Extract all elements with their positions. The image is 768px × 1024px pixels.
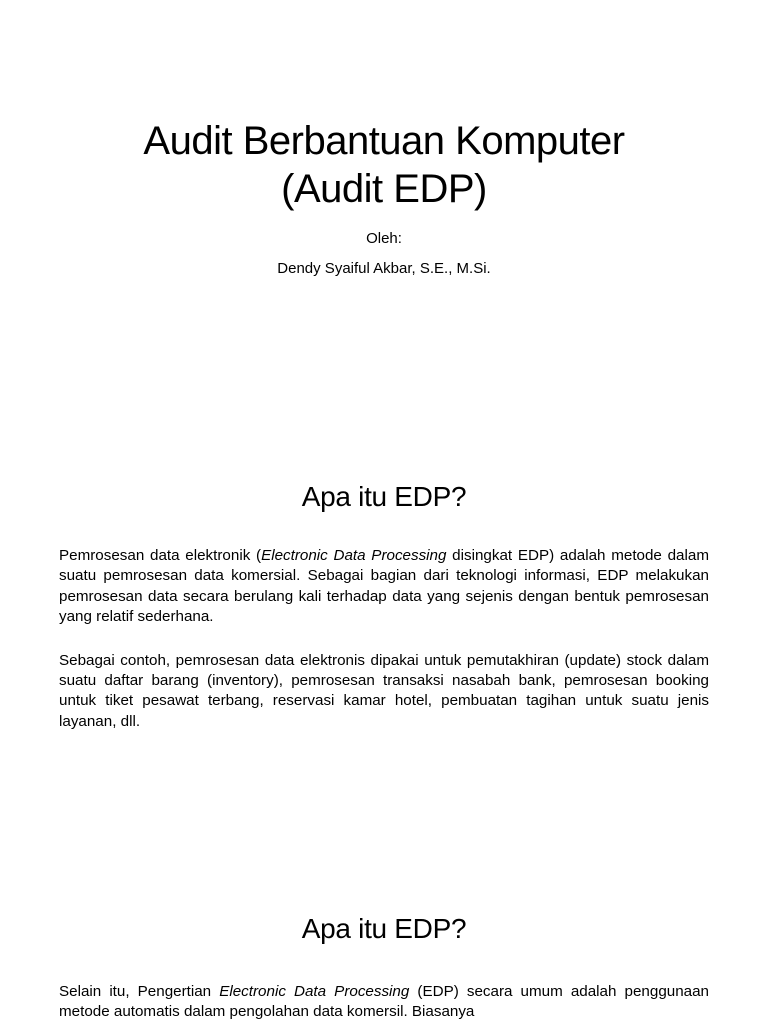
presentation-title xyxy=(40,117,728,213)
definition-text-start: Pemrosesan data elektronik ( xyxy=(59,547,262,564)
example-paragraph: Sebagai contoh, pemrosesan data elektronis dipakai untuk pemutakhiran (update) stock dalam suatu daftar barang (inventory), pemrosesan transaksi nasabah bank, pemrosesan booking untuk tiket pesawat terbang, reservasi kamar hotel, pembuatan tagihan untuk suatu jenis layanan, dll. xyxy=(59,651,709,730)
general-definition-text-start: Selain itu, Pengertian xyxy=(59,983,220,1000)
general-definition-paragraph xyxy=(0,982,768,1023)
slide-what-is-edp xyxy=(0,468,768,888)
slide-what-is-edp-continued xyxy=(0,900,768,1024)
title-slide xyxy=(0,0,768,420)
by-label: Oleh: xyxy=(366,230,402,247)
definition-text-end: disingkat EDP) adalah metode dalam suatu pemrosesan data komersial. Sebagai bagian dari teknologi informasi, EDP melakukan pemrosesan data secara berulang kali terhadap data yang sejenis dengan bentuk pemrosesan yang relatif sederhana. xyxy=(59,547,709,626)
slide-heading: Apa itu EDP? xyxy=(301,913,467,944)
title-line-2: (Audit EDP) xyxy=(281,167,487,211)
author-name: Dendy Syaiful Akbar, S.E., M.Si. xyxy=(277,260,491,277)
general-definition-emphasis: Electronic Data Processing xyxy=(219,983,410,1000)
slide-heading: Apa itu EDP? xyxy=(301,481,467,512)
definition-emphasis: Electronic Data Processing xyxy=(261,547,447,564)
definition-paragraph xyxy=(0,546,768,628)
title-line-1: Audit Berbantuan Komputer xyxy=(143,119,625,163)
general-definition-text-end: (EDP) secara umum adalah penggunaan metode automatis dalam pengolahan data komersil. Biasanya xyxy=(59,983,709,1021)
